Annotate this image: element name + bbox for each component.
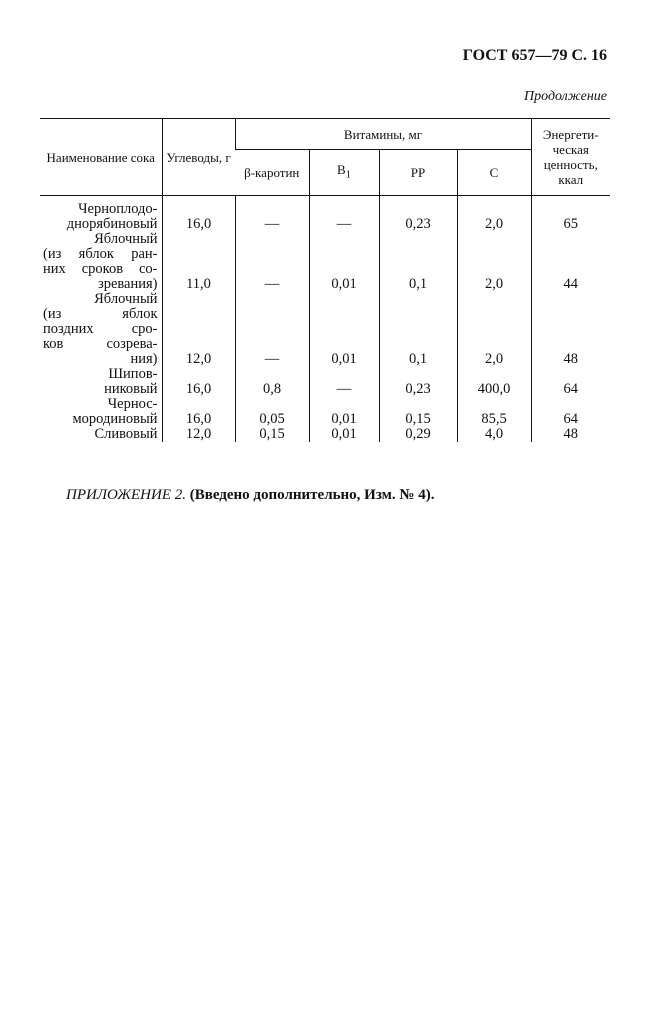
juice-name-line: (из яблок ран-	[43, 246, 158, 262]
continuation-label: Продолжение	[524, 89, 607, 104]
b1-cell: 0,01	[309, 232, 379, 292]
juice-name-line: Чернос-	[107, 396, 158, 412]
c-cell: 4,0	[457, 427, 531, 442]
table-row	[40, 232, 610, 292]
juice-name-line: них сроков со-	[43, 261, 158, 277]
b1-letter: B	[336, 162, 346, 178]
energy-cell: 65	[531, 196, 610, 233]
appendix-label: ПРИЛОЖЕНИЕ 2.	[66, 487, 186, 503]
table-body	[40, 196, 610, 443]
juice-name-line: мородиновый	[72, 411, 158, 427]
pp-cell: 0,23	[379, 367, 457, 397]
juice-name-line: (из яблок	[43, 306, 158, 322]
energy-cell: 48	[531, 292, 610, 367]
carbs-cell: 11,0	[162, 232, 235, 292]
carbs-cell: 16,0	[162, 397, 235, 427]
energy-cell: 64	[531, 367, 610, 397]
b1-cell: —	[309, 196, 379, 233]
table-row	[40, 397, 610, 427]
c-cell: 2,0	[457, 292, 531, 367]
juice-name-cell	[40, 232, 162, 292]
b1-subscript: 1	[345, 168, 352, 181]
pp-cell: 0,1	[379, 292, 457, 367]
table-row	[40, 427, 610, 442]
column-header-b1	[309, 150, 379, 196]
column-header-beta-carotene: β-каротин	[235, 150, 309, 196]
pp-cell: 0,15	[379, 397, 457, 427]
page-header: ГОСТ 657—79 С. 16	[462, 47, 607, 64]
beta-carotene-cell: —	[235, 292, 309, 367]
juice-name-line: Яблочный	[94, 231, 158, 247]
pp-cell: 0,29	[379, 427, 457, 442]
b1-cell: —	[309, 367, 379, 397]
juice-name-cell	[40, 397, 162, 427]
b1-cell: 0,01	[309, 427, 379, 442]
pp-cell: 0,23	[379, 196, 457, 233]
juice-name-line: ния)	[130, 351, 158, 367]
juice-name-line: никовый	[104, 381, 158, 397]
juice-nutrition-table	[40, 118, 610, 442]
juice-name-line: Черноплодо-	[78, 201, 158, 217]
juice-name-line: зревания)	[97, 276, 158, 292]
column-header-name: Наименование сока	[40, 119, 162, 196]
table-row	[40, 292, 610, 367]
juice-name-line: Яблочный	[94, 291, 158, 307]
energy-cell: 48	[531, 427, 610, 442]
column-header-vitamins: Витамины, мг	[235, 119, 531, 150]
c-cell: 2,0	[457, 196, 531, 233]
b1-cell: 0,01	[309, 397, 379, 427]
energy-cell: 44	[531, 232, 610, 292]
juice-name-line: поздних сро-	[43, 321, 158, 337]
appendix-note	[66, 487, 434, 504]
energy-cell: 64	[531, 397, 610, 427]
c-cell: 400,0	[457, 367, 531, 397]
juice-name-cell	[40, 427, 162, 442]
pp-cell: 0,1	[379, 232, 457, 292]
carbs-cell: 12,0	[162, 292, 235, 367]
table-row	[40, 367, 610, 397]
c-cell: 2,0	[457, 232, 531, 292]
juice-name-cell	[40, 367, 162, 397]
juice-name-line: Сливовый	[94, 426, 158, 442]
b1-cell: 0,01	[309, 292, 379, 367]
beta-carotene-cell: 0,05	[235, 397, 309, 427]
juice-name-line: ков созрева-	[43, 336, 158, 352]
beta-carotene-cell: —	[235, 232, 309, 292]
column-header-pp: PP	[379, 150, 457, 196]
column-header-energy: Энергети-ческая ценность, ккал	[531, 119, 610, 196]
juice-name-line: днорябиновый	[66, 216, 158, 232]
column-header-carbs: Углеводы, г	[162, 119, 235, 196]
carbs-cell: 12,0	[162, 427, 235, 442]
column-header-c: C	[457, 150, 531, 196]
c-cell: 85,5	[457, 397, 531, 427]
beta-carotene-cell: 0,15	[235, 427, 309, 442]
carbs-cell: 16,0	[162, 196, 235, 233]
juice-name-line: Шипов-	[108, 366, 158, 382]
carbs-cell: 16,0	[162, 367, 235, 397]
appendix-text: (Введено дополнительно, Изм. № 4).	[189, 487, 435, 503]
beta-carotene-cell: —	[235, 196, 309, 233]
table-row	[40, 196, 610, 233]
juice-name-cell	[40, 196, 162, 233]
juice-name-cell	[40, 292, 162, 367]
beta-carotene-cell: 0,8	[235, 367, 309, 397]
